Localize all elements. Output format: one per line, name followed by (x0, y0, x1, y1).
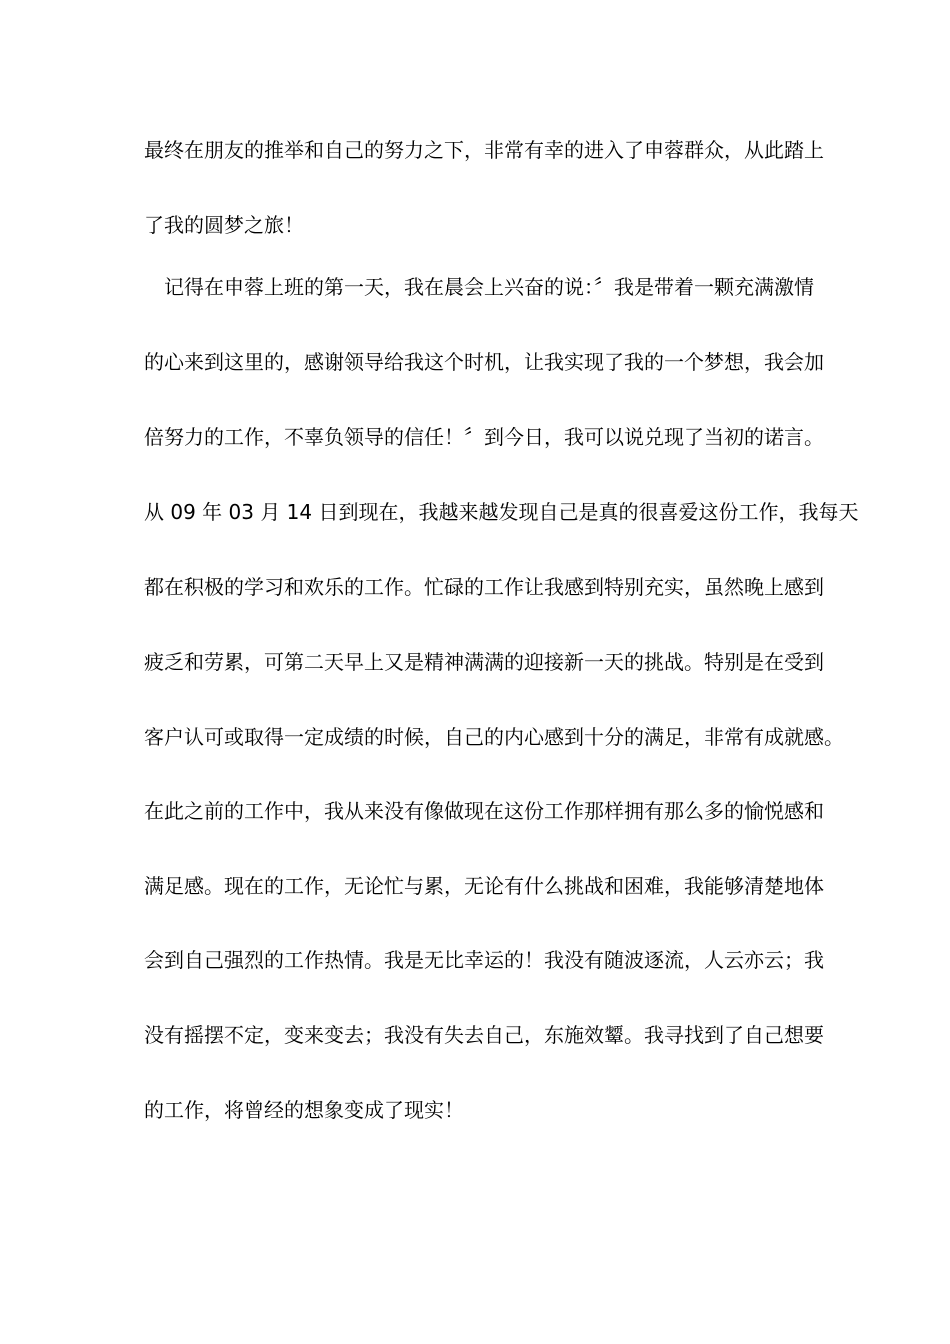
text-line: 满足感。现在的工作，无论忙与累，无论有什么挑战和困难，我能够清楚地体 (144, 874, 824, 898)
text-line: 的工作，将曾经的想象变成了现实！ (144, 1098, 464, 1122)
text-line: 记得在申蓉上班的第一天，我在晨会上兴奋的说：〞我是带着一颗充满激情 (144, 275, 814, 299)
text-line: 最终在朋友的推举和自己的努力之下，非常有幸的进入了申蓉群众，从此踏上 (144, 138, 824, 162)
text-line: 在此之前的工作中，我从来没有像做现在这份工作那样拥有那么多的愉悦感和 (144, 799, 824, 823)
text-line: 客户认可或取得一定成绩的时候，自己的内心感到十分的满足，非常有成就感。 (144, 725, 844, 749)
text-line: 疲乏和劳累，可第二天早上又是精神满满的迎接新一天的挑战。特别是在受到 (144, 650, 824, 674)
text-line: 都在积极的学习和欢乐的工作。忙碌的工作让我感到特别充实，虽然晚上感到 (144, 575, 824, 599)
text-line: 没有摇摆不定，变来变去；我没有失去自己，东施效颦。我寻找到了自己想要 (144, 1023, 824, 1047)
text-line: 了我的圆梦之旅！ (144, 213, 304, 237)
text-line: 从 09 年 03 月 14 日到现在，我越来越发现自己是真的很喜爱这份工作，我每天 (144, 500, 859, 524)
text-line: 的心来到这里的，感谢领导给我这个时机，让我实现了我的一个梦想，我会加 (144, 350, 824, 374)
text-line: 会到自己强烈的工作热情。我是无比幸运的！我没有随波逐流，人云亦云；我 (144, 948, 824, 972)
text-line: 倍努力的工作，不辜负领导的信任！〞到今日，我可以说兑现了当初的诺言。 (144, 425, 824, 449)
